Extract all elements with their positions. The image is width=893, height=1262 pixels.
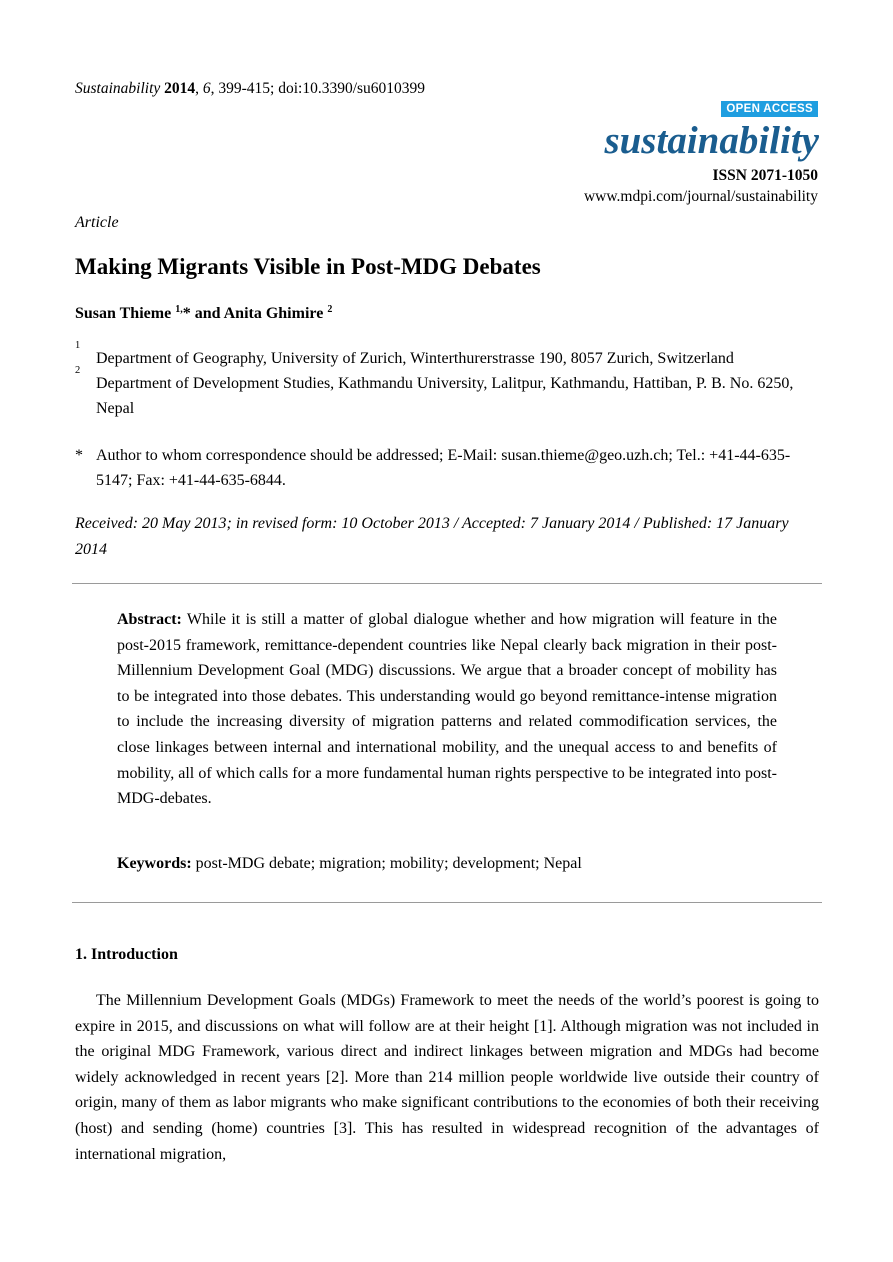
correspondence-note bbox=[75, 443, 820, 493]
affiliation-text: Department of Geography, University of Zurich, Winterthurerstrasse 190, 8057 Zurich, Switzerland bbox=[96, 350, 734, 367]
keywords-label: Keywords: bbox=[117, 855, 192, 872]
author-affiliation-mark: 1, bbox=[175, 304, 183, 315]
citation-volume: 6 bbox=[202, 80, 211, 97]
citation-rest: , 399-415; doi:10.3390/su6010399 bbox=[210, 80, 426, 97]
section-heading: 1. Introduction bbox=[75, 946, 178, 963]
author-conjunction: and bbox=[194, 305, 221, 322]
journal-url[interactable]: www.mdpi.com/journal/sustainability bbox=[583, 188, 818, 205]
author-name: Susan Thieme bbox=[75, 305, 172, 322]
keywords-text: post-MDG debate; migration; mobility; development; Nepal bbox=[195, 855, 582, 872]
keywords bbox=[117, 855, 582, 873]
journal-logo: sustainability bbox=[604, 119, 819, 162]
author-list bbox=[75, 304, 332, 323]
journal-citation: Sustainability 2014, 6, 399-415; doi:10.3390/su6010399 bbox=[75, 80, 426, 97]
abstract-label: Abstract: bbox=[117, 611, 182, 628]
publication-dates: Received: 20 May 2013; in revised form: 10 October 2013 / Accepted: 7 January 2014 / Published: 17 January 2014 bbox=[75, 515, 789, 558]
abstract bbox=[117, 607, 777, 812]
author-name: Anita Ghimire bbox=[223, 305, 324, 322]
affiliation bbox=[75, 340, 820, 371]
paper-title: Making Migrants Visible in Post-MDG Debates bbox=[75, 254, 541, 279]
affiliation-text: Department of Development Studies, Kathmandu University, Lalitpur, Kathmandu, Hattiban, P. B. No. 6250, Nepal bbox=[96, 375, 794, 417]
corresponding-mark: * bbox=[182, 305, 191, 322]
citation-journal: Sustainability bbox=[75, 80, 161, 97]
affiliation-number: 2 bbox=[75, 365, 81, 376]
issn: ISSN 2071-1050 bbox=[712, 167, 818, 184]
citation-year: 2014 bbox=[164, 80, 196, 97]
correspondence-text: Author to whom correspondence should be addressed; E-Mail: susan.thieme@geo.uzh.ch; Tel.: +41-44-635-5147; Fax: +41-44-635-6844. bbox=[96, 447, 791, 489]
affiliation-number: 1 bbox=[75, 340, 81, 351]
divider bbox=[72, 902, 822, 903]
divider bbox=[72, 583, 822, 584]
author-affiliation-mark: 2 bbox=[327, 304, 333, 315]
affiliation bbox=[75, 365, 820, 421]
body-paragraph: The Millennium Development Goals (MDGs) Framework to meet the needs of the world’s poorest is going to expire in 2015, and discussions on what will follow are at their height [1]. Although migration was not included in the original MDG Framework, various direct and indirect linkages between migration and MDGs had become widely acknowledged in recent years [2]. More than 214 million people worldwide live outside their country of origin, many of them as labor migrants who make significant contributions to the economies of both their receiving (host) and sending (home) countries [3]. This has resulted in widespread recognition of the advantages of international migration, bbox=[75, 992, 819, 1163]
correspondence-star: * bbox=[75, 447, 83, 464]
open-access-badge: OPEN ACCESS bbox=[721, 101, 818, 117]
article-type: Article bbox=[75, 214, 119, 231]
abstract-text: While it is still a matter of global dialogue whether and how migration will feature in the post-2015 framework, remittance-dependent countries like Nepal clearly back migration in their post-Millennium Development Goal (MDG) discussions. We argue that a broader concept of mobility has to be integrated into those debates. This understanding would go beyond remittance-intense migration to include the increasing diversity of migration patterns and related commodification services, the close linkages between internal and international mobility, and the unequal access to and benefits of mobility, all of which calls for a more fundamental human rights perspective to be integrated into post-MDG-debates. bbox=[117, 611, 777, 808]
